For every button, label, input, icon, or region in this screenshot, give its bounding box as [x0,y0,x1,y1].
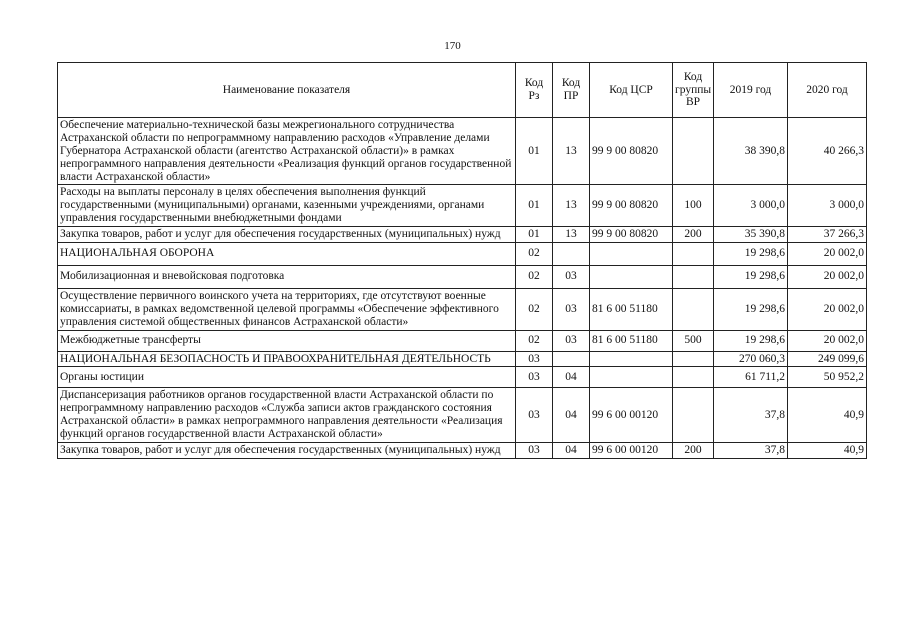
row-2020: 37 266,3 [788,227,867,243]
row-csr [590,265,673,288]
row-vr: 500 [673,330,714,351]
row-rz: 02 [516,288,553,330]
row-rz: 01 [516,227,553,243]
row-csr: 99 6 00 00120 [590,388,673,443]
table-row [58,388,867,443]
row-pr: 13 [553,185,590,227]
row-name: Осуществление первичного воинского учета на территориях, где отсутствуют военные комиссариаты, в рамках ведомственной целевой программы «Обеспечение эффективного управления системой общественных финансов Астраханской области» [58,288,516,330]
table-row [58,265,867,288]
row-vr [673,242,714,265]
row-name: Расходы на выплаты персоналу в целях обеспечения выполнения функций государственными (муниципальными) органами, казенными учреждениями, органами управления государственными внебюджетными фондами [58,185,516,227]
row-2019: 19 298,6 [714,288,788,330]
row-name: Обеспечение материально-технической базы межрегионального сотрудничества Астраханской области по непрограммному направлению расходов «Управление делами Губернатора Астраханской области (агентство Астраханской области)» в рамках непрограммного направления деятельности «Реализация функций органов государственной власти Астраханской области» [58,118,516,185]
row-rz: 03 [516,388,553,443]
row-csr [590,367,673,388]
col-header-2020: 2020 год [788,63,867,118]
row-2019: 19 298,6 [714,242,788,265]
row-csr: 99 9 00 80820 [590,118,673,185]
row-csr: 81 6 00 51180 [590,330,673,351]
row-vr [673,118,714,185]
row-2020: 40,9 [788,442,867,458]
col-header-pr: Код ПР [553,63,590,118]
row-csr [590,351,673,367]
table-row [58,227,867,243]
table-row [58,242,867,265]
row-name: НАЦИОНАЛЬНАЯ БЕЗОПАСНОСТЬ И ПРАВООХРАНИТЕЛЬНАЯ ДЕЯТЕЛЬНОСТЬ [58,351,516,367]
row-2019: 19 298,6 [714,265,788,288]
table-row [58,442,867,458]
row-pr: 13 [553,227,590,243]
row-2019: 37,8 [714,442,788,458]
row-name: Межбюджетные трансферты [58,330,516,351]
row-pr: 03 [553,288,590,330]
row-2020: 50 952,2 [788,367,867,388]
row-2020: 40 266,3 [788,118,867,185]
row-2019: 3 000,0 [714,185,788,227]
col-header-rz: Код Рз [516,63,553,118]
budget-table [57,62,867,459]
table-row [58,118,867,185]
row-rz: 02 [516,242,553,265]
row-pr [553,351,590,367]
table-row [58,330,867,351]
table-row [58,288,867,330]
row-csr: 99 6 00 00120 [590,442,673,458]
row-csr: 81 6 00 51180 [590,288,673,330]
row-2019: 270 060,3 [714,351,788,367]
row-rz: 01 [516,118,553,185]
row-pr: 03 [553,265,590,288]
table-row [58,367,867,388]
row-csr: 99 9 00 80820 [590,227,673,243]
row-2019: 37,8 [714,388,788,443]
row-pr: 04 [553,388,590,443]
row-pr: 13 [553,118,590,185]
row-2020: 20 002,0 [788,242,867,265]
row-rz: 03 [516,351,553,367]
row-vr [673,367,714,388]
col-header-vr: Код группы ВР [673,63,714,118]
row-2020: 20 002,0 [788,265,867,288]
row-pr: 04 [553,367,590,388]
row-2020: 249 099,6 [788,351,867,367]
table-row [58,185,867,227]
row-2019: 38 390,8 [714,118,788,185]
row-name: Закупка товаров, работ и услуг для обеспечения государственных (муниципальных) нужд [58,227,516,243]
row-vr [673,351,714,367]
row-2020: 40,9 [788,388,867,443]
row-rz: 03 [516,367,553,388]
row-csr [590,242,673,265]
row-pr: 03 [553,330,590,351]
row-vr [673,388,714,443]
table-header-row [58,63,867,118]
row-2019: 61 711,2 [714,367,788,388]
row-name: Мобилизационная и вневойсковая подготовка [58,265,516,288]
row-2019: 19 298,6 [714,330,788,351]
row-2020: 20 002,0 [788,288,867,330]
row-2019: 35 390,8 [714,227,788,243]
col-header-csr: Код ЦСР [590,63,673,118]
row-vr: 200 [673,227,714,243]
row-rz: 02 [516,265,553,288]
row-vr [673,265,714,288]
row-vr: 200 [673,442,714,458]
row-name: Закупка товаров, работ и услуг для обеспечения государственных (муниципальных) нужд [58,442,516,458]
row-rz: 01 [516,185,553,227]
page-number: 170 [444,40,461,52]
row-pr: 04 [553,442,590,458]
row-name: Органы юстиции [58,367,516,388]
row-name: НАЦИОНАЛЬНАЯ ОБОРОНА [58,242,516,265]
row-2020: 20 002,0 [788,330,867,351]
row-rz: 02 [516,330,553,351]
row-vr [673,288,714,330]
col-header-name: Наименование показателя [58,63,516,118]
row-vr: 100 [673,185,714,227]
table-row [58,351,867,367]
col-header-2019: 2019 год [714,63,788,118]
row-csr: 99 9 00 80820 [590,185,673,227]
row-name: Диспансеризация работников органов государственной власти Астраханской области по непрограммному направлению расходов «Служба записи актов гражданского состояния Астраханской области» в рамках непрограммного направления деятельности «Реализация функций органов государственной власти Астраханской области» [58,388,516,443]
row-2020: 3 000,0 [788,185,867,227]
row-pr [553,242,590,265]
row-rz: 03 [516,442,553,458]
